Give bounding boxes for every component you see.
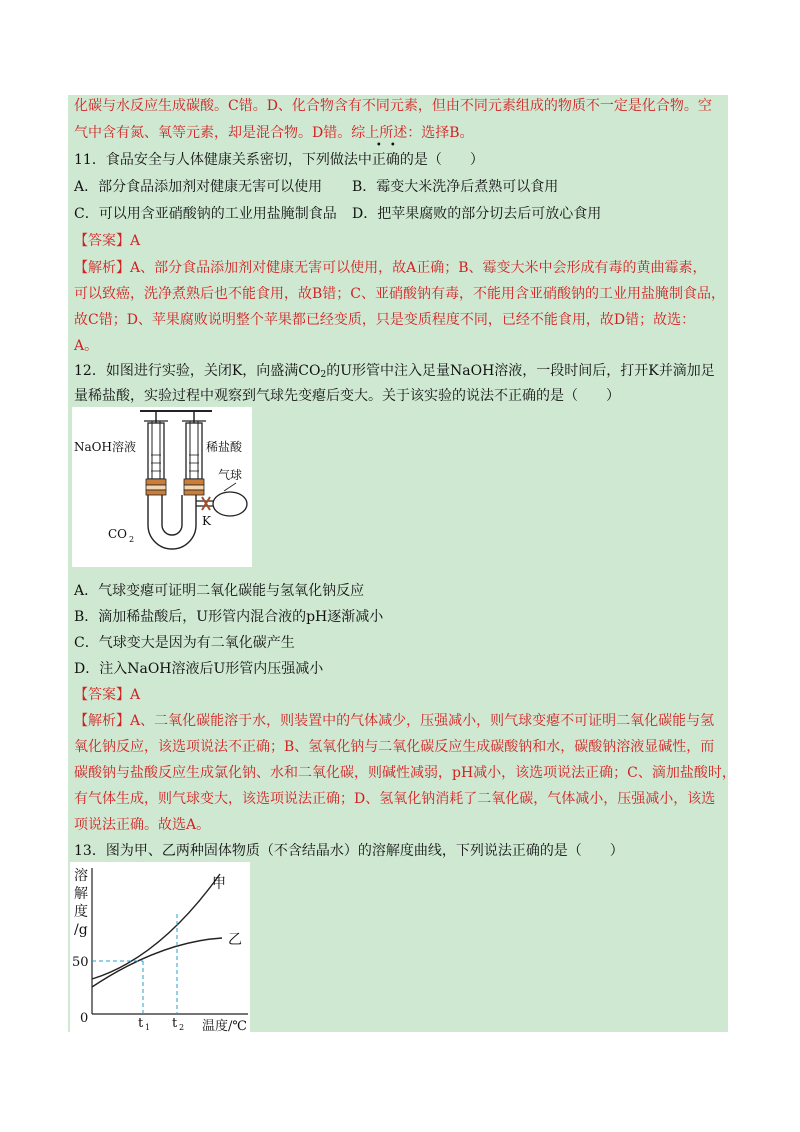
q11-analysis-line-2: 可以致癌，洗净煮熟后也不能食用，故B错；C、亚硝酸钠有毒，不能用含亚硝酸钠的工业用盐腌制食品， (74, 286, 725, 302)
u-tube-inner (162, 495, 182, 535)
q11-option-d: D．把苹果腐败的部分切去后可放心食用 (352, 206, 602, 222)
q13-stem: 13．图为甲、乙两种固体物质（不含结晶水）的溶解度曲线，下列说法正确的是（ ） (74, 843, 624, 859)
q12-option-a: A．气球变瘪可证明二氧化碳能与氢氧化钠反应 (74, 583, 365, 599)
q12-stem-subscript: 2 (320, 370, 327, 380)
q11-emphasis-char: 确 (385, 152, 400, 168)
ylabel-char-1: 溶 (74, 868, 88, 884)
ylabel-unit: /g (74, 922, 88, 938)
q13-solubility-figure (70, 862, 250, 1032)
ylabel-char-2: 解 (74, 886, 88, 902)
q12-option-d: D．注入NaOH溶液后U形管内压强减小 (74, 661, 324, 677)
q10-analysis-line-1: 化碳与水反应生成碳酸。C错。D、化合物含有不同元素，但由不同元素组成的物质不一定是化合物。空 (74, 98, 712, 114)
ylabel-char-3: 度 (74, 904, 88, 920)
q11-stem (74, 150, 484, 170)
valve-k-icon (202, 497, 210, 510)
q12-stem-text-2: 的U形管中注入足量NaOH溶液，一段时间后，打开K并滴加足 (326, 363, 715, 379)
q11-answer: 【答案】A (74, 233, 141, 249)
left-syringe (140, 411, 172, 495)
xlabel: 温度/℃ (202, 1019, 247, 1032)
q11-analysis-line-1: 【解析】A、部分食品添加剂对健康无害可以使用，故A正确；B、霉变大米中会形成有毒的黄曲霉素， (74, 260, 707, 276)
label-co2-subscript: 2 (129, 535, 135, 544)
q11-analysis-line-3: 故C错；D、苹果腐败说明整个苹果都已经变质，只是变质程度不同，已经不能食用，故D错；故选： (74, 312, 696, 328)
balloon-icon (213, 492, 247, 516)
q12-stem-line-2: 量稀盐酸，实验过程中观察到气球先变瘪后变大。关于该实验的说法不正确的是（ ） (74, 388, 620, 404)
ytick-50: 50 (72, 955, 89, 970)
xtick-t2: t (172, 1016, 178, 1031)
q11-emphasis-char: 正 (371, 152, 386, 168)
xtick-t1-subscript: 1 (145, 1023, 151, 1032)
q12-answer: 【答案】A (74, 687, 141, 703)
q12-apparatus-figure (72, 407, 252, 567)
q11-options-row-2 (74, 204, 602, 224)
solubility-graph (70, 862, 250, 1032)
q11-analysis-line-4: A。 (74, 338, 99, 354)
q12-option-c: C．气球变大是因为有二氧化碳产生 (74, 635, 295, 651)
q11-stem-tail: 的是（ ） (399, 152, 484, 168)
q11-options-row-1 (74, 177, 559, 197)
u-tube-diagram (72, 407, 252, 567)
label-hcl: 稀盐酸 (206, 440, 243, 454)
q12-analysis-line-2: 氧化钠反应，该选项说法不正确；B、氢氧化钠与二氧化碳反应生成碳酸钠和水，碳酸钠溶液显碱性，而 (74, 739, 715, 755)
q11-option-a: A．部分食品添加剂对健康无害可以使用 (74, 179, 323, 195)
curve-jia-label: 甲 (212, 876, 226, 892)
q11-option-b: B．霉变大米洗净后煮熟可以食用 (352, 179, 559, 195)
curve-jia (92, 874, 220, 979)
q10-analysis-line-2: 气中含有氮、氧等元素，却是混合物。D错。综上所述：选择B。 (74, 125, 474, 141)
curve-yi (92, 938, 222, 987)
curve-yi-label: 乙 (228, 932, 242, 948)
label-balloon: 气球 (218, 468, 243, 482)
q11-option-c: C．可以用含亚硝酸钠的工业用盐腌制食品 (74, 206, 337, 222)
origin-label: 0 (80, 1011, 89, 1026)
q11-stem-text: 11．食品安全与人体健康关系密切，下列做法中 (74, 152, 372, 168)
u-tube-outer (148, 495, 196, 549)
q12-stem-text: 12．如图进行实验，关闭K，向盛满CO (74, 363, 321, 379)
xtick-t1: t (138, 1016, 144, 1031)
xtick-t2-subscript: 2 (179, 1023, 185, 1032)
q12-stem-line-1 (74, 361, 715, 385)
label-k: K (202, 514, 211, 528)
q12-analysis-line-5: 项说法正确。故选A。 (74, 817, 211, 833)
q12-analysis-line-4: 有气体生成，则气球变大，该选项说法正确；D、氢氧化钠消耗了二氧化碳，气体减小，压强减小，该选 (74, 791, 716, 807)
q12-option-b: B．滴加稀盐酸后，U形管内混合液的pH逐渐减小 (74, 609, 384, 625)
q12-analysis-line-1: 【解析】A、二氧化碳能溶于水，则装置中的气体减少，压强减小，则气球变瘪不可证明二氧化碳能与氢 (74, 713, 715, 729)
label-co2: CO (108, 527, 128, 541)
label-naoh: NaOH溶液 (74, 440, 136, 454)
q12-analysis-line-3: 碳酸钠与盐酸反应生成氯化钠、水和二氧化碳，则碱性减弱，pH减小，该选项说法正确；C、滴加盐酸时， (74, 765, 736, 781)
